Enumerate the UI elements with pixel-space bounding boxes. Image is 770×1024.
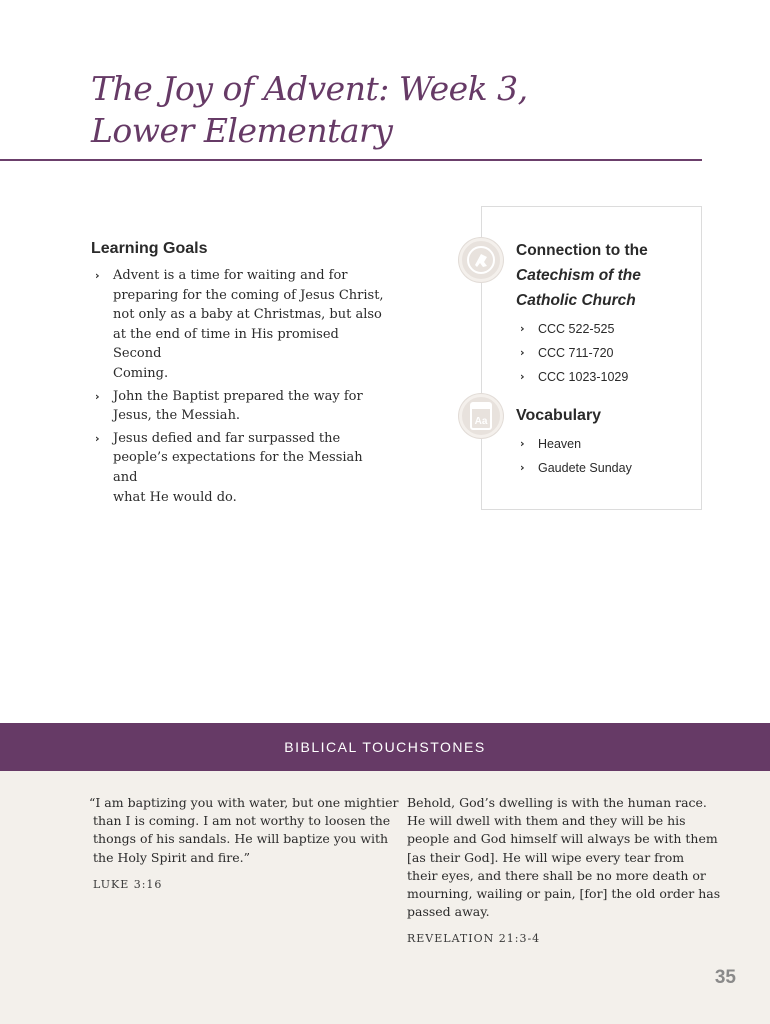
learning-goal-line: Jesus, the Messiah. <box>113 408 241 424</box>
dictionary-icon <box>459 394 503 438</box>
chevron-right-icon: › <box>520 322 525 335</box>
quote-line: the Holy Spirit and fire.” <box>93 849 250 865</box>
quote-citation: LUKE 3:16 <box>93 877 163 891</box>
vocabulary-heading: Vocabulary <box>516 407 602 424</box>
catechism-section <box>516 238 696 393</box>
learning-goal-line: people’s expectations for the Messiah and <box>113 450 363 485</box>
dictionary-glyph <box>468 401 494 431</box>
touchstones-banner <box>0 723 770 771</box>
chevron-right-icon: › <box>95 269 100 282</box>
quote-line: people and God himself will always be with them <box>407 831 718 847</box>
catechism-seal-glyph <box>466 245 496 275</box>
learning-goal-line: John the Baptist prepared the way for <box>113 388 363 404</box>
quote-citation: REVELATION 21:3-4 <box>407 932 541 946</box>
title-divider <box>0 159 702 161</box>
catechism-heading <box>516 238 696 313</box>
quote-line: thongs of his sandals. He will baptize you with <box>93 831 389 847</box>
learning-goals-section <box>91 239 386 510</box>
chevron-right-icon: › <box>95 431 100 445</box>
chevron-right-icon: › <box>520 461 525 474</box>
catechism-heading-line-2: Catechism of the <box>516 267 641 284</box>
learning-goal-line: not only as a baby at Christmas, but also <box>113 307 382 323</box>
vocabulary-item-label: Heaven <box>538 437 582 451</box>
learning-goal-line: preparing for the coming of Jesus Christ, <box>113 287 384 303</box>
chevron-right-icon: › <box>520 370 525 383</box>
vocabulary-item <box>516 460 696 476</box>
page-number: 35 <box>714 967 736 988</box>
quote-line: passed away. <box>407 904 490 920</box>
page-title-line-1: The Joy of Advent: Week 3, <box>91 69 528 108</box>
touchstones-banner-label: BIBLICAL TOUCHSTONES <box>284 739 486 755</box>
chevron-right-icon: › <box>520 437 525 450</box>
vocabulary-list <box>516 436 696 476</box>
vocabulary-item <box>516 436 696 452</box>
quote-line: He will dwell with them and they will be his <box>407 813 686 829</box>
scripture-quote-right <box>407 794 721 949</box>
vocabulary-section <box>516 406 696 484</box>
catechism-heading-line-1: Connection to the <box>516 242 648 259</box>
learning-goals-heading: Learning Goals <box>91 240 208 257</box>
learning-goals-list <box>91 266 386 507</box>
catechism-seal-icon <box>459 238 503 282</box>
catechism-list <box>516 321 696 385</box>
chevron-right-icon: › <box>520 346 525 359</box>
catechism-item <box>516 345 696 361</box>
scripture-quote-left <box>89 794 399 894</box>
learning-goal-item <box>91 429 386 507</box>
learning-goal-line: Advent is a time for waiting and for <box>113 268 348 283</box>
learning-goal-line: what He would do. <box>113 489 237 505</box>
quote-line: their eyes, and there shall be no more death or <box>407 867 706 883</box>
quote-line: [as their God]. He will wipe every tear from <box>407 849 685 865</box>
quote-line: mourning, wailing or pain, [for] the old order has <box>407 886 721 902</box>
quote-line: “I am baptizing you with water, but one mightier <box>89 795 399 810</box>
quote-line: Behold, God’s dwelling is with the human race. <box>407 795 707 810</box>
page-title <box>91 68 611 152</box>
catechism-item-label: CCC 1023-1029 <box>538 370 629 384</box>
dictionary-icon-text: Aa <box>474 416 488 427</box>
learning-goal-item <box>91 387 386 426</box>
vocabulary-item-label: Gaudete Sunday <box>538 461 632 475</box>
page-title-line-2: Lower Elementary <box>91 111 393 150</box>
chevron-right-icon: › <box>95 389 100 403</box>
learning-goal-item <box>91 266 386 384</box>
learning-goal-line: Coming. <box>113 365 169 381</box>
catechism-item-label: CCC 522-525 <box>538 322 615 336</box>
catechism-item <box>516 369 696 385</box>
learning-goal-line: at the end of time in His promised Second <box>113 326 339 362</box>
catechism-heading-line-3: Catholic Church <box>516 292 636 309</box>
quote-line: than I is coming. I am not worthy to loosen the <box>93 813 391 829</box>
learning-goal-line: Jesus defied and far surpassed the <box>113 430 341 446</box>
catechism-item-label: CCC 711-720 <box>538 346 614 360</box>
catechism-item <box>516 321 696 337</box>
